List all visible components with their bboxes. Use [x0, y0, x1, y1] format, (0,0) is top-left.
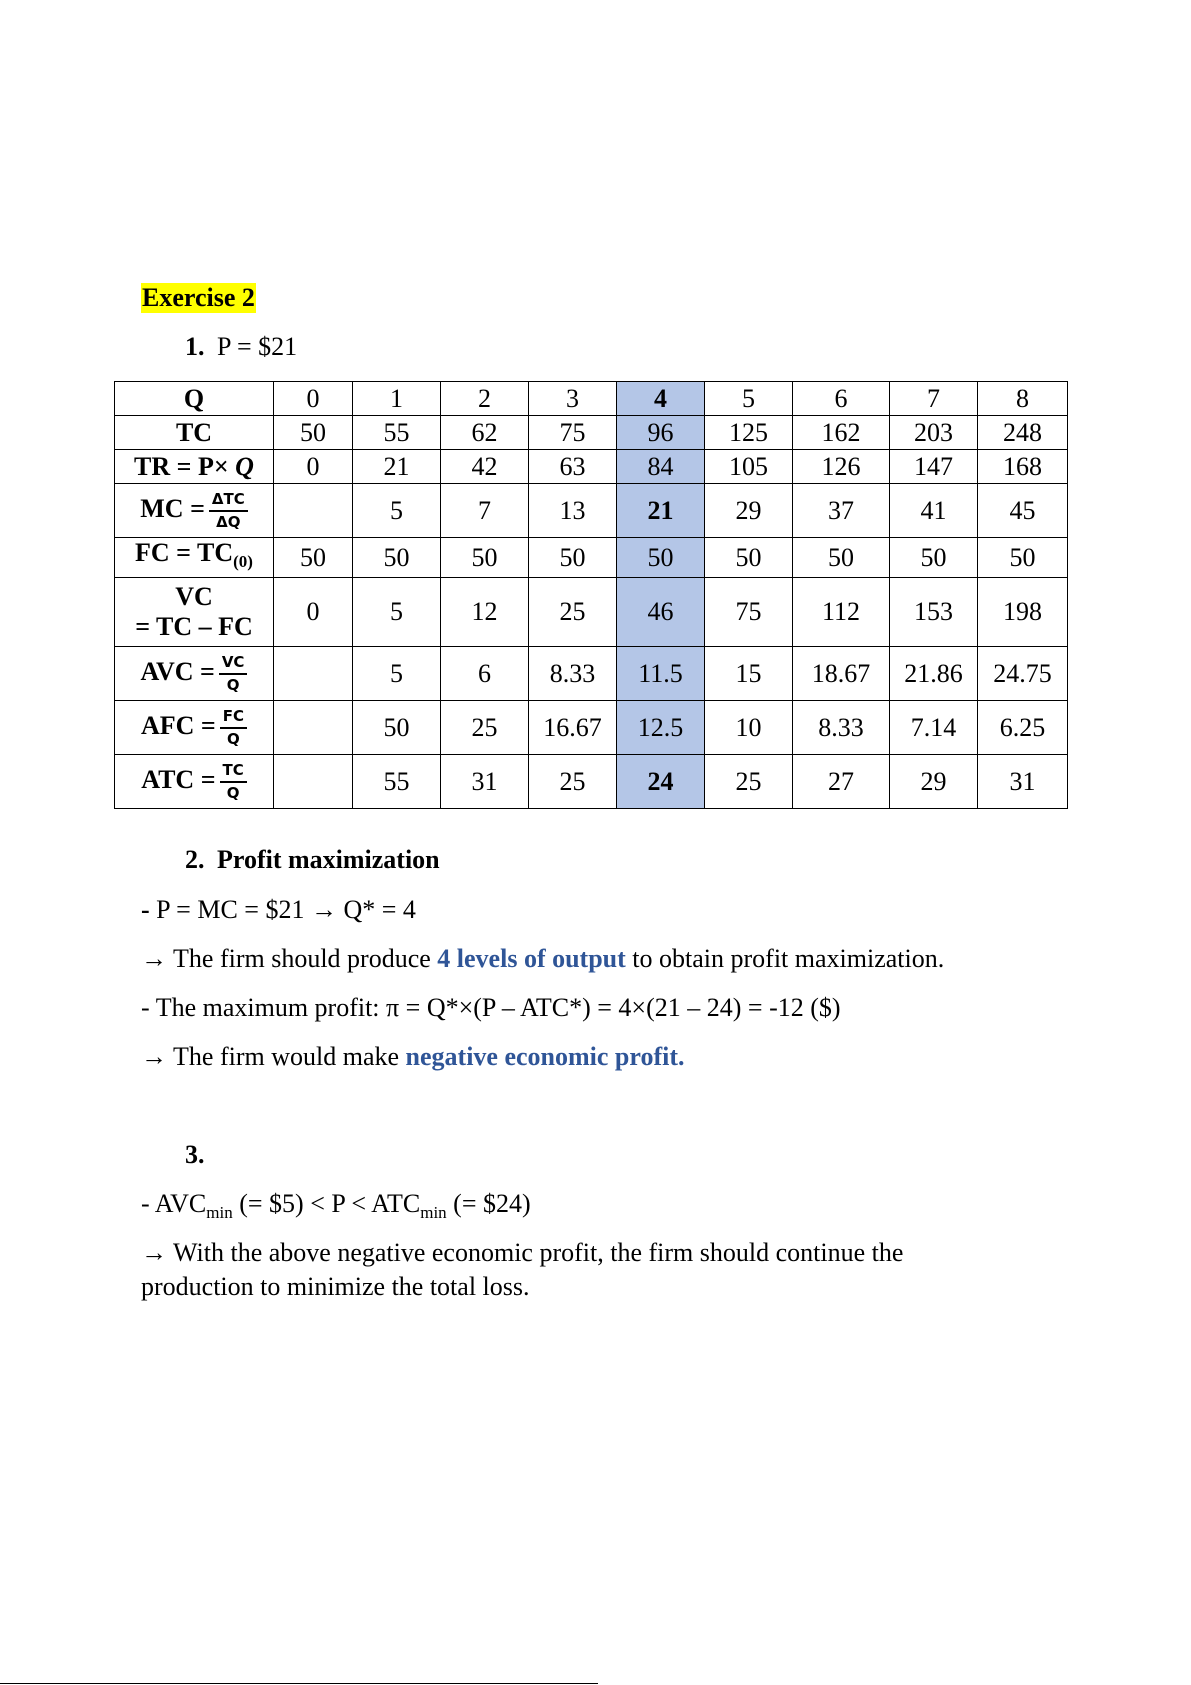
tc-cell-highlighted: 96 [617, 416, 705, 450]
part2-line2-pre: → The firm should produce [141, 944, 438, 973]
tc-cell: 55 [353, 416, 441, 450]
fc-cell: 50 [890, 538, 978, 578]
part2-line4-highlight: negative economic profit. [405, 1042, 685, 1071]
fc-cell: 50 [529, 538, 617, 578]
mc-cell: 45 [978, 484, 1068, 538]
row-label-afc [115, 701, 274, 755]
q-cell: 7 [890, 382, 978, 416]
vc-label-line1: VC [175, 582, 213, 612]
vc-cell: 153 [890, 578, 978, 647]
part1-price: P = $21 [217, 332, 298, 361]
afc-fraction [220, 708, 247, 748]
fc-cell: 50 [705, 538, 793, 578]
row-label-atc [115, 755, 274, 809]
afc-cell: 10 [705, 701, 793, 755]
vc-label-line2: = TC – FC [135, 612, 253, 642]
row-label-tr [115, 450, 274, 484]
vc-cell-highlighted: 46 [617, 578, 705, 647]
mc-cell: 7 [441, 484, 529, 538]
q-cell: 0 [274, 382, 353, 416]
q-cell: 8 [978, 382, 1068, 416]
tr-cell: 63 [529, 450, 617, 484]
avc-cell: 18.67 [793, 647, 890, 701]
atc-cell: 27 [793, 755, 890, 809]
row-label-q: Q [115, 382, 274, 416]
part1-number: 1. [185, 332, 205, 361]
part3-number: 3. [185, 1140, 205, 1169]
atc-cell-highlighted: 24 [617, 755, 705, 809]
mc-fraction-numerator: ΔTC [209, 491, 248, 512]
mc-cell: 5 [353, 484, 441, 538]
avc-cell [274, 647, 353, 701]
tr-label-text: TR = P× [134, 451, 229, 481]
fc-cell: 50 [793, 538, 890, 578]
avc-cell: 8.33 [529, 647, 617, 701]
part2-line4-pre: → The firm would make [141, 1042, 406, 1071]
vc-cell: 5 [353, 578, 441, 647]
mc-cell [274, 484, 353, 538]
q-row [115, 382, 1068, 416]
fc-cell-highlighted: 50 [617, 538, 705, 578]
atc-row [115, 755, 1068, 809]
vc-row [115, 578, 1068, 647]
afc-cell: 16.67 [529, 701, 617, 755]
part3-line3: production to minimize the total loss. [141, 1272, 530, 1301]
mc-cell: 41 [890, 484, 978, 538]
afc-label-text: AFC = [140, 710, 216, 740]
q-cell: 5 [705, 382, 793, 416]
part2-line2-post: to obtain profit maximization. [625, 944, 945, 973]
atc-cell: 25 [705, 755, 793, 809]
tr-cell: 105 [705, 450, 793, 484]
avc-cell: 21.86 [890, 647, 978, 701]
tr-cell: 147 [890, 450, 978, 484]
q-cell: 3 [529, 382, 617, 416]
atc-cell: 25 [529, 755, 617, 809]
mc-fraction [209, 491, 248, 531]
part2-line1-text: P = MC = $21 → Q* = 4 [149, 895, 416, 924]
afc-cell: 8.33 [793, 701, 890, 755]
mc-cell-highlighted: 21 [617, 484, 705, 538]
cost-table [114, 381, 1068, 809]
tc-cell: 62 [441, 416, 529, 450]
avc-label-text: AVC = [140, 656, 215, 686]
mc-cell: 29 [705, 484, 793, 538]
tc-cell: 203 [890, 416, 978, 450]
part3-line1-sub1: min [206, 1203, 233, 1223]
row-label-fc [115, 538, 274, 578]
tc-cell: 248 [978, 416, 1068, 450]
fc-cell: 50 [274, 538, 353, 578]
atc-fraction [220, 762, 247, 802]
afc-cell [274, 701, 353, 755]
tr-cell: 168 [978, 450, 1068, 484]
tr-cell: 42 [441, 450, 529, 484]
part3-line1-b: (= $5) < P < ATC [232, 1189, 421, 1218]
tr-cell: 21 [353, 450, 441, 484]
atc-fraction-denominator: Q [226, 783, 240, 802]
afc-cell: 50 [353, 701, 441, 755]
atc-cell: 31 [441, 755, 529, 809]
atc-cell: 29 [890, 755, 978, 809]
fc-cell: 50 [441, 538, 529, 578]
vc-cell: 25 [529, 578, 617, 647]
avc-cell-highlighted: 11.5 [617, 647, 705, 701]
atc-fraction-numerator: TC [220, 762, 247, 783]
mc-cell: 13 [529, 484, 617, 538]
afc-cell-highlighted: 12.5 [617, 701, 705, 755]
afc-cell: 6.25 [978, 701, 1068, 755]
part2-line1-dash: - [141, 895, 150, 924]
part3-line1-c: (= $24) [446, 1189, 531, 1218]
fc-label-text: FC = TC [135, 538, 234, 567]
vc-cell: 112 [793, 578, 890, 647]
fc-label-sub: (0) [233, 552, 253, 572]
part1-heading [185, 332, 297, 362]
part2-line3: - The maximum profit: π = Q*×(P – ATC*) = 4×(21 – 24) = -12 ($) [141, 993, 841, 1022]
mc-cell: 37 [793, 484, 890, 538]
tr-label-var: Q [235, 451, 254, 481]
part3-line1-sub2: min [420, 1203, 447, 1223]
atc-cell: 55 [353, 755, 441, 809]
atc-label-text: ATC = [141, 764, 216, 794]
part2-line1 [141, 893, 416, 927]
part2-heading [185, 845, 440, 875]
tc-cell: 162 [793, 416, 890, 450]
vc-cell: 75 [705, 578, 793, 647]
part2-line2-highlight: 4 levels of output [437, 944, 626, 973]
part3-line2: → With the above negative economic profit, the firm should continue the [141, 1238, 904, 1267]
avc-cell: 24.75 [978, 647, 1068, 701]
row-label-mc [115, 484, 274, 538]
fc-cell: 50 [353, 538, 441, 578]
part2-line4 [141, 1040, 685, 1074]
tr-row [115, 450, 1068, 484]
row-label-avc [115, 647, 274, 701]
atc-cell: 31 [978, 755, 1068, 809]
exercise-title: Exercise 2 [142, 283, 255, 312]
tc-cell: 50 [274, 416, 353, 450]
part2-number: 2. [185, 845, 205, 874]
part3-heading [185, 1140, 217, 1170]
q-cell: 1 [353, 382, 441, 416]
tc-cell: 75 [529, 416, 617, 450]
avc-cell: 5 [353, 647, 441, 701]
footnote-separator [0, 1683, 598, 1684]
tr-cell: 126 [793, 450, 890, 484]
mc-label-text: MC = [140, 493, 205, 523]
vc-cell: 12 [441, 578, 529, 647]
afc-cell: 7.14 [890, 701, 978, 755]
afc-row [115, 701, 1068, 755]
avc-cell: 6 [441, 647, 529, 701]
part2-line2 [141, 942, 944, 976]
avc-row [115, 647, 1068, 701]
fc-row [115, 538, 1068, 578]
fc-cell: 50 [978, 538, 1068, 578]
afc-cell: 25 [441, 701, 529, 755]
atc-cell [274, 755, 353, 809]
part3-line1-a: - AVC [141, 1189, 207, 1218]
afc-fraction-numerator: FC [220, 708, 247, 729]
avc-fraction [219, 654, 248, 694]
tr-cell-highlighted: 84 [617, 450, 705, 484]
q-cell-highlighted: 4 [617, 382, 705, 416]
vc-cell: 198 [978, 578, 1068, 647]
avc-fraction-denominator: Q [226, 675, 240, 694]
q-cell: 2 [441, 382, 529, 416]
row-label-vc [115, 578, 274, 647]
avc-cell: 15 [705, 647, 793, 701]
tc-row [115, 416, 1068, 450]
part3-line1 [141, 1187, 531, 1230]
row-label-tc: TC [115, 416, 274, 450]
vc-cell: 0 [274, 578, 353, 647]
afc-fraction-denominator: Q [226, 729, 240, 748]
tc-cell: 125 [705, 416, 793, 450]
mc-fraction-denominator: ΔQ [216, 512, 241, 531]
q-cell: 6 [793, 382, 890, 416]
tr-cell: 0 [274, 450, 353, 484]
mc-row [115, 484, 1068, 538]
part2-title: Profit maximization [217, 845, 440, 874]
avc-fraction-numerator: VC [219, 654, 248, 675]
